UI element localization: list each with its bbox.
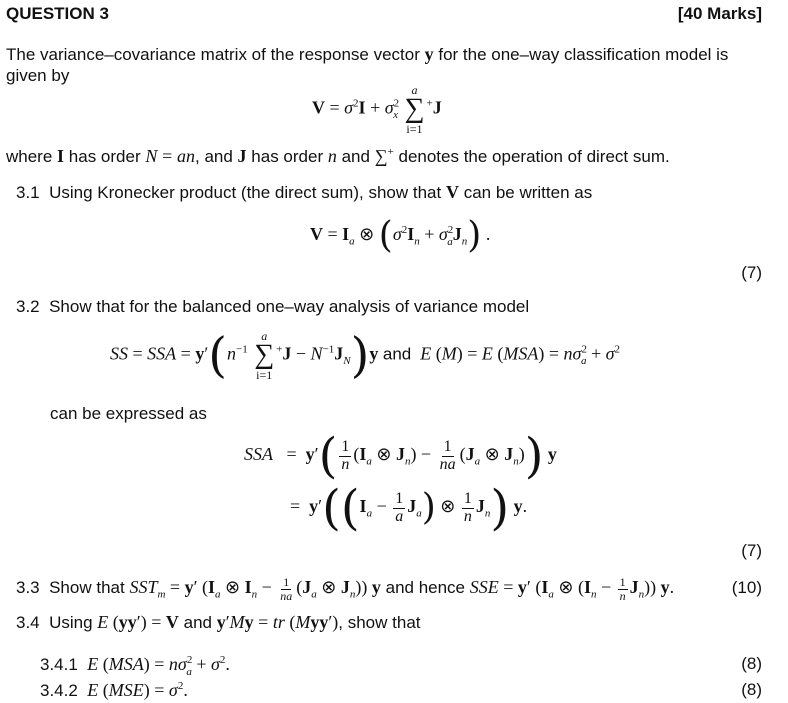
q32-text: 3.2 Show that for the balanced one–way analysis of variance model: [16, 297, 530, 316]
where-line: where I has order N = an, and J has order n and ∑+ denotes the operation of direct sum.: [6, 146, 670, 166]
q31-text: 3.1 Using Kronecker product (the direct sum), show that V can be written as: [16, 182, 593, 202]
q31-marks: (7): [741, 263, 762, 282]
q33-text: 3.3 Show that $SST_m = y'$ ($I_a$ ⊗ $I_n$ − $\frac{1}{na}$ ($J_a$ ⊗ $J_n$)) y and hence SSE = y′ ($I_a$ ⊗ ($I_n$ − $\frac{1}{n}$ $J_n$)) y.: [16, 575, 675, 603]
q341-marks: (8): [741, 654, 762, 673]
intro-line2: given by: [6, 66, 70, 85]
equation-32-ssa2: = $y'((I_a$ − $\frac{1}{a}$ $J_a$) ⊗ $\frac{1}{n}$ $J_n$) y.: [290, 480, 528, 536]
q34-text: 3.4 Using E (yy′) = V and y′My = tr (Myy′), show that: [16, 612, 421, 632]
equation-31: $V = I_a$ ⊗ $(\sigma^2I_n + \sigma^2_aJ_n)$ .: [310, 215, 491, 256]
question-title: QUESTION 3: [6, 4, 109, 23]
q342-marks: (8): [741, 680, 762, 699]
equation-32-ssa: SSA = y′( $\frac{1}{n}$ ($I_a$ ⊗ $J_n$) − $\frac{1}{na}$ ($J_a$ ⊗ $J_n$)) y: [244, 428, 557, 484]
q33-marks: (10): [731, 578, 762, 597]
q342-text: 3.4.2 E $(MSE) = \sigma^2$.: [40, 680, 188, 700]
question-marks: [40 Marks]: [677, 4, 762, 23]
intro-line1: The variance–covariance matrix of the response vector y for the one–way classification model is: [6, 44, 729, 64]
q32-marks: (7): [741, 541, 762, 560]
q341-text: 3.4.1 E $(MSA) = n\sigma^2_a + \sigma^2$.: [40, 654, 230, 678]
equation-32: SS = SSA = $y'(n^{-1}$ a ∑ i=1 $^+J - N^{-1}J_N)y$ and E (M) = E $(MSA) = n\sigma^2_a + \sigma^2$: [110, 327, 620, 384]
q32-expressed: can be expressed as: [50, 404, 207, 423]
equation-v: $V = \sigma^2I + \sigma^2_x$ a ∑ i=1 +J: [312, 83, 442, 136]
